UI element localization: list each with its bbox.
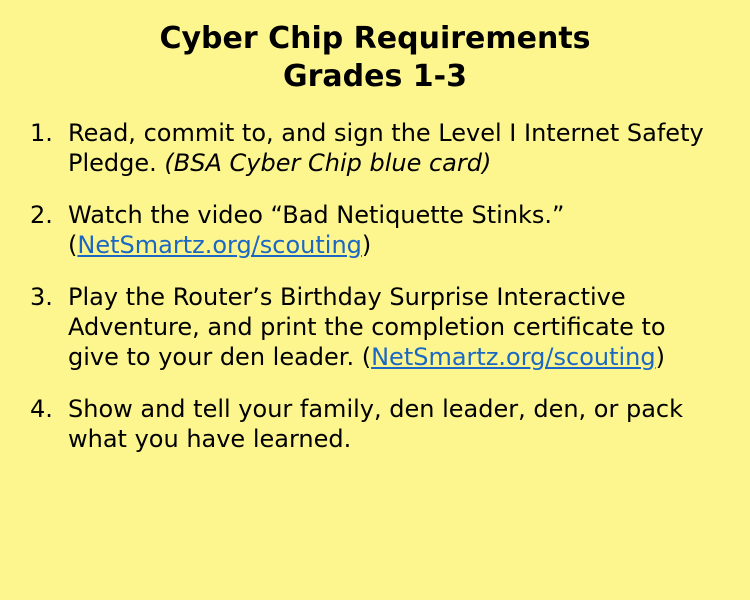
title-line-2: Grades 1-3	[283, 59, 467, 94]
list-item-2	[30, 200, 720, 260]
list-item-3	[30, 282, 720, 372]
item-note: (BSA Cyber Chip blue card)	[164, 149, 492, 177]
item-text: Read, commit to, and sign the Level I Internet Safety Pledge.	[68, 119, 704, 177]
item-number: 4.	[30, 395, 53, 423]
title-line-1: Cyber Chip Requirements	[159, 21, 591, 56]
item-text-after: )	[655, 343, 665, 371]
requirements-list	[0, 118, 750, 454]
item-number: 2.	[30, 201, 53, 229]
list-item-4	[30, 394, 720, 454]
item-text: Show and tell your family, den leader, den, or pack what you have learned.	[68, 395, 684, 453]
item-text-before: Watch the video “Bad Netiquette Stinks.” (	[68, 201, 565, 259]
item-number: 1.	[30, 119, 53, 147]
netsmartz-link[interactable]: NetSmartz.org/scouting	[371, 343, 656, 371]
item-text-after: )	[361, 231, 372, 259]
item-number: 3.	[30, 283, 53, 311]
page-title	[0, 0, 750, 96]
netsmartz-link[interactable]: NetSmartz.org/scouting	[77, 231, 362, 259]
item-text-before: Play the Router’s Birthday Surprise Interactive Adventure, and print the completion certificate to give to your den leader. (	[68, 283, 666, 371]
list-item-1	[30, 118, 720, 178]
